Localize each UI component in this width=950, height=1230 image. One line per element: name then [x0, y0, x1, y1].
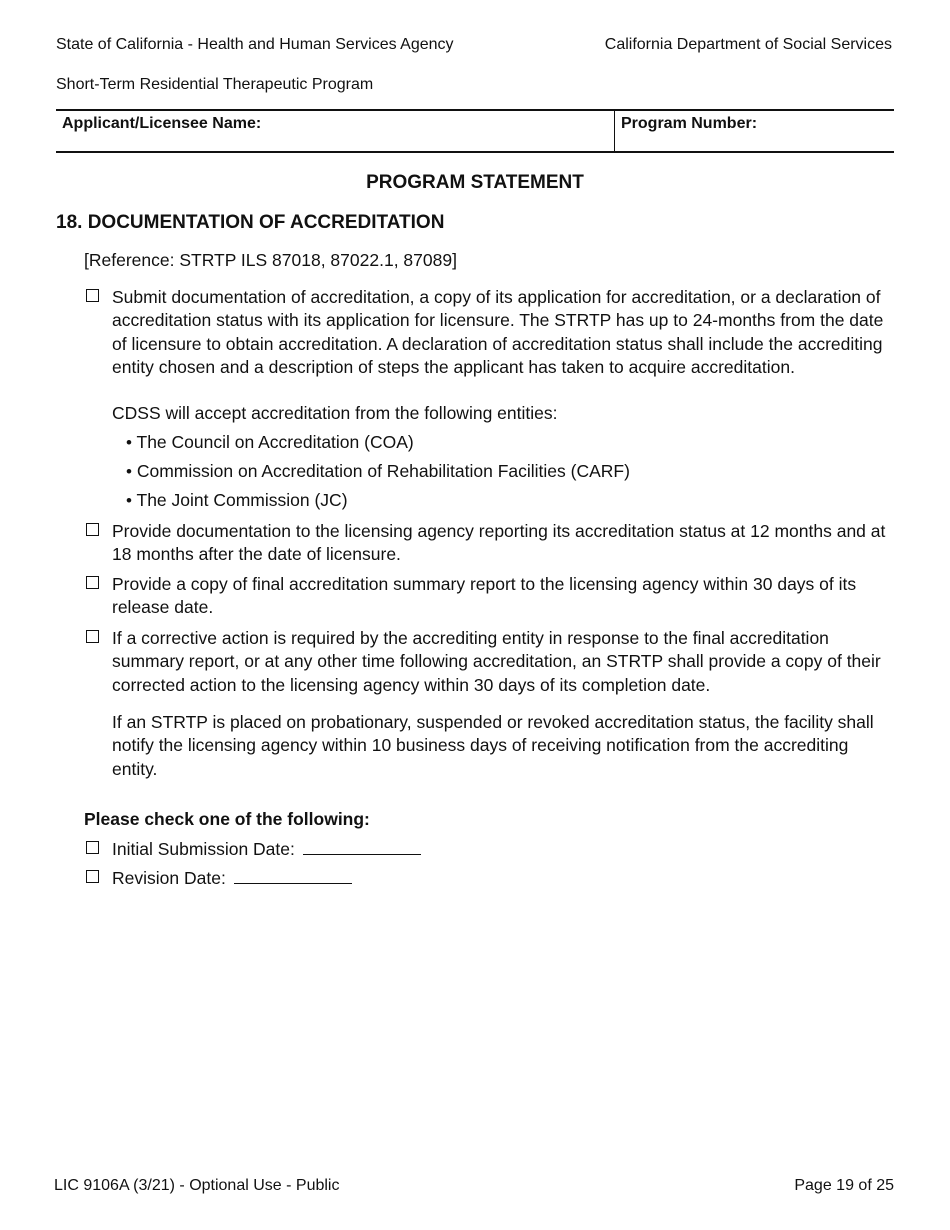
revision-date-label: Revision Date: [112, 868, 226, 888]
item-3-text: Provide a copy of final accreditation summary report to the licensing agency within 30 days of its release date. [112, 574, 857, 618]
revision-date-checkbox[interactable] [86, 870, 99, 883]
bullet-item [126, 460, 630, 483]
reference-text: [Reference: STRTP ILS 87018, 87022.1, 87089] [84, 250, 457, 270]
bullet-text: Commission on Accreditation of Rehabilitation Facilities (CARF) [136, 461, 630, 481]
item-4-text: If a corrective action is required by the accrediting entity in response to the final accreditation summary report, or at any other time following accreditation, an STRTP shall provide a copy of their corrected action to the licensing agency within 30 days of its completion date. [112, 628, 881, 695]
accreditation-status-note: If an STRTP is placed on probationary, suspended or revoked accreditation status, the facility shall notify the licensing agency within 10 business days of receiving notification from the accrediting entity. [112, 712, 874, 779]
bullet-text: The Council on Accreditation (COA) [136, 432, 414, 452]
program-name: Short-Term Residential Therapeutic Program [56, 76, 374, 93]
page-number: Page 19 of 25 [794, 1177, 894, 1194]
page-title: PROGRAM STATEMENT [366, 172, 584, 193]
agency-name: State of California - Health and Human Services Agency [56, 36, 454, 53]
applicant-name-field[interactable] [296, 115, 606, 135]
item-1-text: Submit documentation of accreditation, a copy of its application for accreditation, or a declaration of accreditation status with its application for licensure. The STRTP has up to 24-months from the date of licensure to obtain accreditation. A declaration of accreditation status shall include the accrediting entity chosen and a description of steps the applicant has taken to acquire accreditation. [112, 287, 884, 377]
form-identifier: LIC 9106A (3/21) - Optional Use - Public [54, 1177, 340, 1194]
item-1-subtext: CDSS will accept accreditation from the following entities: [112, 403, 558, 423]
item-4-checkbox[interactable] [86, 630, 99, 643]
applicant-name-label: Applicant/Licensee Name: [62, 115, 262, 132]
initial-submission-checkbox[interactable] [86, 841, 99, 854]
section-heading: 18. DOCUMENTATION OF ACCREDITATION [56, 212, 445, 233]
bullet-dot-icon: • [126, 433, 132, 452]
check-one-prompt: Please check one of the following: [84, 809, 370, 829]
bullet-text: The Joint Commission (JC) [136, 490, 348, 510]
program-number-label: Program Number: [621, 115, 758, 132]
initial-submission-label: Initial Submission Date: [112, 839, 295, 859]
revision-date-row [112, 867, 352, 890]
item-3-checkbox[interactable] [86, 576, 99, 589]
bullet-dot-icon: • [126, 462, 132, 481]
initial-submission-date-field[interactable] [303, 840, 421, 855]
initial-submission-row [112, 838, 421, 861]
box-divider [614, 111, 615, 151]
revision-date-field[interactable] [234, 869, 352, 884]
bullet-dot-icon: • [126, 491, 132, 510]
item-2-text: Provide documentation to the licensing agency reporting its accreditation status at 12 months and at 18 months after the date of licensure. [112, 521, 886, 565]
applicant-info-box [56, 109, 894, 153]
bullet-item [126, 431, 414, 454]
department-name: California Department of Social Services [604, 36, 892, 53]
item-1-checkbox[interactable] [86, 289, 99, 302]
bullet-item [126, 489, 348, 512]
program-number-field[interactable] [771, 115, 886, 135]
item-2-checkbox[interactable] [86, 523, 99, 536]
